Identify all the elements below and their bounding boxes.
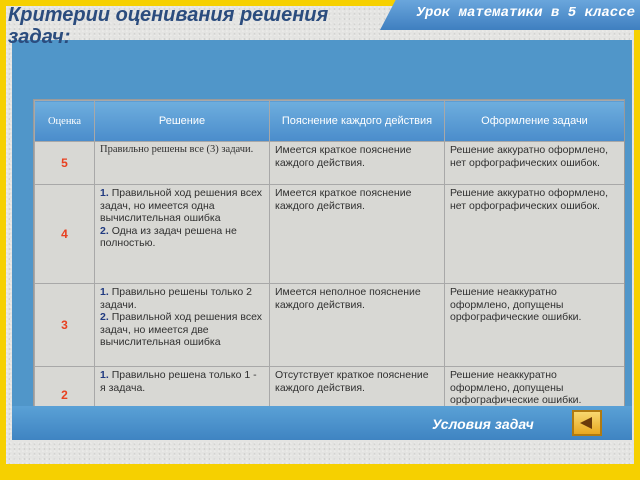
header-grade: Оценка (35, 101, 95, 142)
header-design: Оформление задачи (445, 101, 625, 142)
explanation-cell: Отсутствует краткое пояснение каждого действия. (270, 367, 445, 419)
solution-cell (95, 185, 270, 284)
page-title: Критерии оценивания решения задач: (8, 4, 329, 48)
table-row (35, 185, 625, 284)
table-row (35, 284, 625, 367)
design-cell: Решение аккуратно оформлено, нет орфографических ошибок. (445, 185, 625, 284)
grade-cell: 3 (35, 284, 95, 367)
item-number: 2. (100, 311, 109, 323)
header-explanation: Пояснение каждого действия (270, 101, 445, 142)
design-cell: Решение аккуратно оформлено, нет орфографических ошибок. (445, 142, 625, 185)
task-conditions-link[interactable]: Условия задач (432, 416, 534, 432)
solution-cell (95, 284, 270, 367)
grade-cell: 4 (35, 185, 95, 284)
header-solution: Решение (95, 101, 270, 142)
criteria-table (34, 100, 625, 418)
explanation-cell: Имеется неполное пояснение каждого действия. (270, 284, 445, 367)
grade-cell: 2 (35, 367, 95, 419)
solution-text: Правильно решены все (3) задачи. (100, 144, 254, 155)
bottom-bar (12, 406, 632, 440)
design-cell: Решение неаккуратно оформлено, допущены орфографические ошибки. (445, 284, 625, 367)
table-header-row (35, 101, 625, 142)
item-number: 2. (100, 224, 109, 237)
grade-cell: 5 (35, 142, 95, 185)
solution-text: Правильной ход решения всех задач, но имеется две вычислительная ошибка (100, 311, 262, 348)
criteria-table-container (33, 99, 625, 418)
solution-text: Правильной ход решения всех задач, но имеется одна вычислительная ошибка (100, 187, 262, 224)
item-number: 1. (100, 369, 109, 381)
solution-text: Одна из задач решена не полностью. (100, 224, 237, 249)
item-number: 1. (100, 187, 109, 199)
solution-text: Правильно решены только 2 задачи. (100, 286, 252, 311)
solution-cell (95, 142, 270, 185)
back-button[interactable] (572, 410, 602, 436)
table-row (35, 142, 625, 185)
lesson-label: Урок математики в 5 классе (416, 5, 635, 21)
item-number: 1. (100, 286, 109, 298)
explanation-cell: Имеется краткое пояснение каждого действия. (270, 142, 445, 185)
design-cell: Решение неаккуратно оформлено, допущены орфографические ошибки. (445, 367, 625, 419)
solution-text: Правильно решена только 1 - я задача. (100, 369, 257, 394)
explanation-cell: Имеется краткое пояснение каждого действия. (270, 185, 445, 284)
arrow-left-icon (580, 417, 592, 429)
